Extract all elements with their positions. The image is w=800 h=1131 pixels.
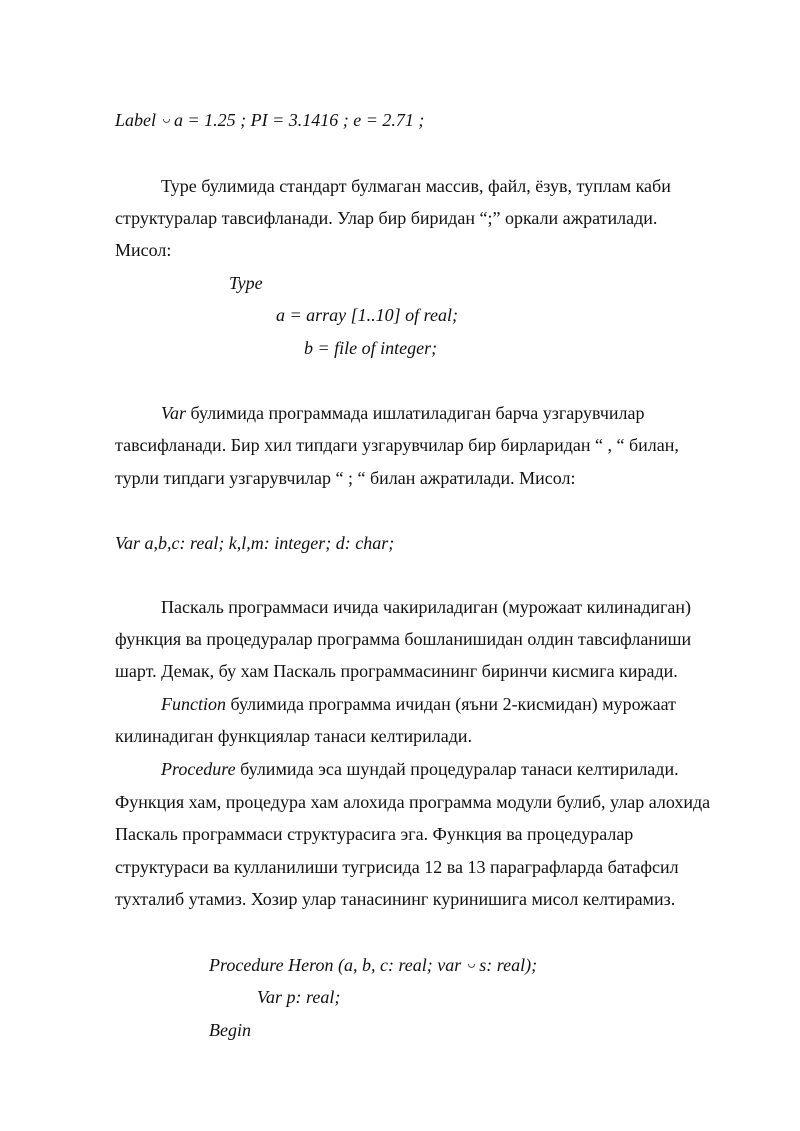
paragraph-pascal-line: Паскаль программаси ичида чакириладиган (мурожаат килинадиган) (161, 597, 692, 617)
code-array-line: a = array [1..10] of real; (276, 305, 458, 325)
code-procedure-header (209, 954, 537, 976)
paragraph-type-line: Мисол: (115, 240, 172, 260)
code-var-example: Var a,b,c: real; k,l,m: integer; d: char; (115, 533, 395, 553)
label-keyword: Label (115, 110, 157, 130)
paragraph-var-line: тавсифланади. Бир хил типдаги узгарувчилар бир бирларидан “ , “ билан, (115, 435, 679, 455)
procedure-signature-end: s: real); (479, 955, 538, 975)
paragraph-pascal-line: шарт. Демак, бу хам Паскаль программасининг биринчи кисмига киради. (115, 661, 678, 681)
code-type-keyword: Type (229, 273, 263, 293)
label-declaration-line (115, 109, 424, 131)
paragraph-function-text: булимида программа ичидан (яъни 2-кисмидан) мурожаат (226, 694, 676, 714)
procedure-signature: Procedure Heron (a, b, c: real; var (209, 955, 462, 975)
code-begin-keyword: Begin (209, 1020, 251, 1040)
label-values: a = 1.25 ; PI = 3.1416 ; e = 2.71 ; (174, 110, 425, 130)
code-file-line: b = file of integer; (304, 338, 438, 358)
paragraph-procedure-line: структураси ва кулланилиши тугрисида 12 ва 13 параграфларда батафсил (115, 857, 679, 877)
procedure-keyword: Procedure (161, 759, 236, 779)
paragraph-var-line (161, 402, 645, 424)
code-procedure-var: Var p: real; (257, 987, 341, 1007)
paragraph-pascal-line: функция ва процедуралар программа бошланишидан олдин тавсифланиши (115, 629, 692, 649)
paragraph-type-line: структуралар тавсифланади. Улар бир биридан “;” оркали ажратилади. (115, 208, 658, 228)
paragraph-var-line: турли типдаги узгарувчилар “ ; “ билан ажратилади. Мисол: (115, 468, 576, 488)
paragraph-procedure-line: тухталиб утамиз. Хозир улар танасининг куринишига мисол келтирамиз. (115, 889, 676, 909)
paragraph-function-line: килинадиган функциялар танаси келтирилади. (115, 726, 473, 746)
paragraph-procedure-line: Паскаль программаси структурасига эга. Функция ва процедуралар (115, 824, 634, 844)
paragraph-procedure-line: Функция хам, процедура хам алохида программа модули булиб, улар алохида (115, 792, 711, 812)
paragraph-var-text: булимида программада ишлатиладиган барча узгарувчилар (186, 403, 645, 423)
paragraph-function-line (161, 693, 676, 715)
paragraph-procedure-text: булимида эса шундай процедуралар танаси келтирилади. (235, 759, 679, 779)
var-keyword: Var (161, 403, 187, 423)
function-keyword: Function (161, 694, 226, 714)
paragraph-type-line: Type булимида стандарт булмаган массив, файл, ёзув, туплам каби (161, 176, 671, 196)
paragraph-procedure-line (161, 758, 679, 780)
